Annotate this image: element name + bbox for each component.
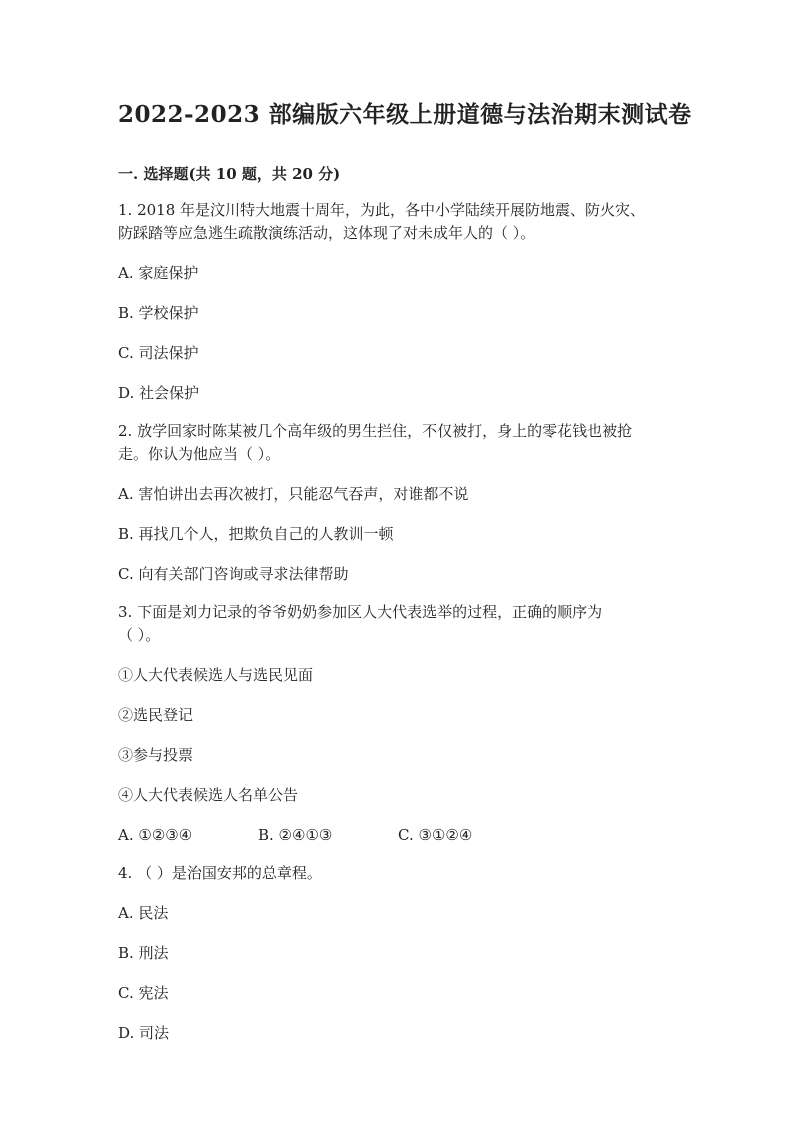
stem-line: 防踩踏等应急逃生疏散演练活动，这体现了对未成年人的（ ）。 <box>118 224 536 242</box>
option-a: A. 民法 <box>118 904 169 922</box>
inline-options <box>118 824 682 847</box>
option-c: C. 向有关部门咨询或寻求法律帮助 <box>118 565 349 583</box>
page-title: 2022-2023 部编版六年级上册道德与法治期末测试卷 <box>118 101 692 128</box>
stem-line: 3. 下面是刘力记录的爷爷奶奶参加区人大代表选举的过程，正确的顺序为 <box>118 603 603 621</box>
sequence-item-3: ③参与投票 <box>118 746 194 764</box>
question-stem <box>118 601 682 647</box>
section-heading: 一. 选择题(共 10 题，共 20 分) <box>118 165 341 183</box>
question-stem <box>118 199 682 245</box>
option-a: A. 家庭保护 <box>118 264 199 282</box>
question-3 <box>118 601 682 847</box>
question-stem <box>118 862 682 885</box>
option-d: D. 司法 <box>118 1024 170 1042</box>
option-a: A. ①②③④ <box>118 826 193 844</box>
option-b: B. 再找几个人，把欺负自己的人教训一顿 <box>118 525 394 543</box>
option-c: C. 宪法 <box>118 984 169 1002</box>
option-c: C. ③①②④ <box>398 826 473 844</box>
question-1 <box>118 199 682 405</box>
option-b: B. ②④①③ <box>258 826 333 844</box>
option-b: B. 刑法 <box>118 944 169 962</box>
option-b: B. 学校保护 <box>118 304 199 322</box>
stem-line: 4. （ ）是治国安邦的总章程。 <box>118 864 322 882</box>
sequence-item-1: ①人大代表候选人与选民见面 <box>118 666 314 684</box>
option-d: D. 社会保护 <box>118 384 200 402</box>
sequence-item-2: ②选民登记 <box>118 706 194 724</box>
stem-line: 2. 放学回家时陈某被几个高年级的男生拦住，不仅被打，身上的零花钱也被抢 <box>118 422 633 440</box>
stem-line: 走。你认为他应当（ ）。 <box>118 445 281 463</box>
question-4 <box>118 862 682 1045</box>
stem-line: 1. 2018 年是汶川特大地震十周年，为此，各中小学陆续开展防地震、防火灾、 <box>118 201 646 219</box>
question-2 <box>118 420 682 586</box>
sequence-item-4: ④人大代表候选人名单公告 <box>118 786 299 804</box>
stem-line: （ ）。 <box>118 626 161 644</box>
option-a: A. 害怕讲出去再次被打，只能忍气吞声，对谁都不说 <box>118 485 469 503</box>
question-stem <box>118 420 682 466</box>
option-c: C. 司法保护 <box>118 344 199 362</box>
